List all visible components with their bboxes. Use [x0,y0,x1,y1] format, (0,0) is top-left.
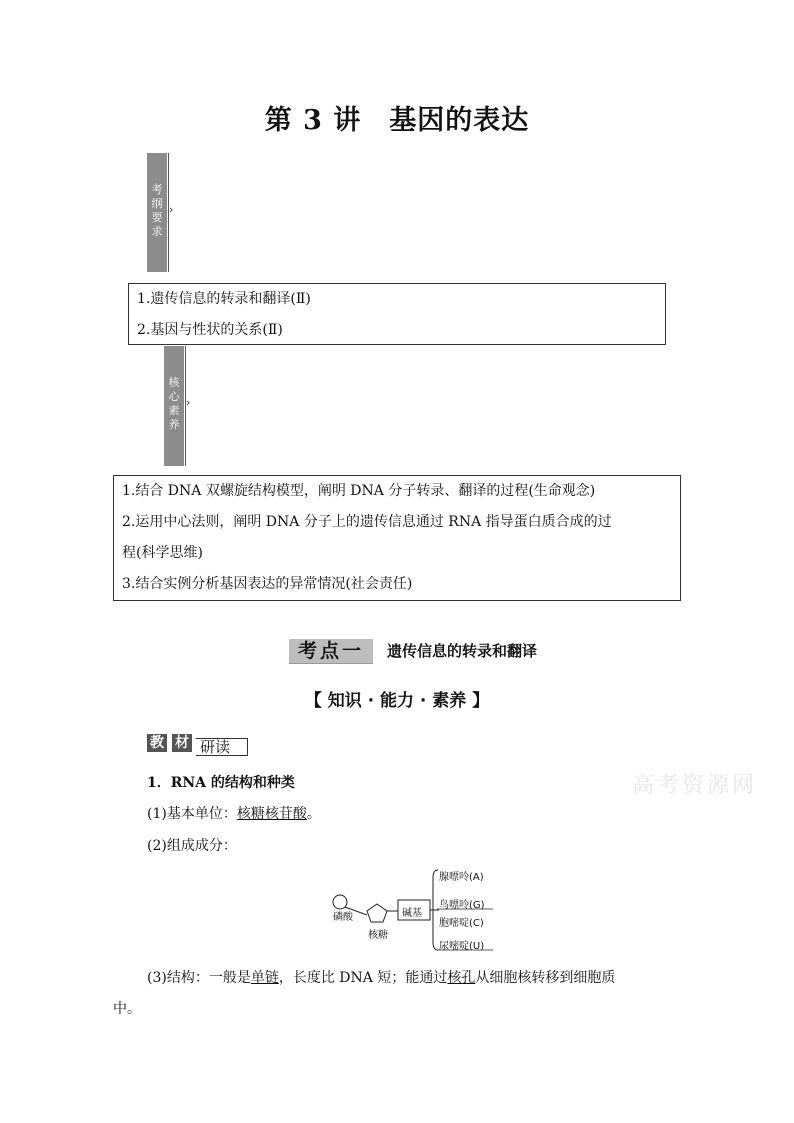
answer-text: 核糖核苷酸 [236,806,307,822]
suyang-line: 2.运用中心法则，阐明 DNA 分子上的遗传信息通过 RNA 指导蛋白质合成的过 [122,514,612,530]
answer-text: 单链 [250,970,279,986]
page-title: 第 3 讲 基因的表达 [264,105,530,136]
base-item: 腺嘌呤(A) [439,872,484,883]
paragraph-2: (2)组成成分： [147,838,237,854]
suyang-box [113,475,681,601]
base-item: 胞嘧啶(C) [439,918,484,929]
yandu-label: 研读 [196,738,248,756]
text: (1)基本单位： [147,806,237,822]
watermark: 高考资源网 [632,773,758,798]
phosphate-circle [333,895,347,909]
suyang-tab-char: 心 [168,390,180,403]
kaogang-tab-char: 考 [151,183,163,196]
section-heading: 1．RNA 的结构和种类 [147,775,295,791]
text: 。 [306,806,321,822]
chevron-right-icon: › [169,203,174,216]
ribose-label: 核糖 [368,930,388,941]
jiaocai-char: 材 [172,734,192,752]
kaodian-label: 考点一 [289,639,373,663]
section-subhead: 【 知识 · 能力 · 素养 】 [304,691,490,711]
base-item: 尿嘧啶(U) [439,941,485,952]
base-label: 碱基 [402,908,422,919]
suyang-tab [164,346,184,466]
text: 从细胞核转移到细胞质 [475,970,616,986]
kaogang-item: 1.遗传信息的转录和翻译(Ⅱ) [137,291,311,307]
paragraph-1 [147,804,321,824]
paragraph-3 [147,968,687,988]
kaogang-tab-char: 要 [151,211,163,224]
kaogang-tab-char: 求 [151,225,163,238]
kaogang-tab [147,153,167,272]
kaogang-box [128,283,666,345]
text: ，长度比 DNA 短；能通过 [278,970,448,986]
answer-text: 核孔 [447,970,476,986]
text: (3)结构：一般是 [147,970,251,986]
suyang-tab-char: 养 [168,418,180,431]
base-item: 鸟嘌呤(G) [439,900,485,911]
jiaocai-char: 教 [147,734,167,752]
suyang-tab-char: 核 [168,376,180,389]
kaogang-item: 2.基因与性状的关系(Ⅱ) [137,322,283,338]
suyang-line: 1.结合 DNA 双螺旋结构模型，阐明 DNA 分子转录、翻译的过程(生命观念) [122,483,596,499]
suyang-tab-char: 素 [168,404,180,417]
suyang-line: 3.结合实例分析基因表达的异常情况(社会责任) [122,576,413,592]
paragraph-3-cont: 中。 [113,1001,141,1017]
chevron-right-icon: › [186,396,191,409]
phosphate-label: 磷酸 [333,912,353,923]
kaodian-underline [289,663,373,664]
kaodian-name: 遗传信息的转录和翻译 [387,642,538,660]
ribose-pentagon [367,904,387,922]
kaogang-tab-char: 纲 [151,197,163,210]
suyang-line: 程(科学思维) [122,545,203,561]
